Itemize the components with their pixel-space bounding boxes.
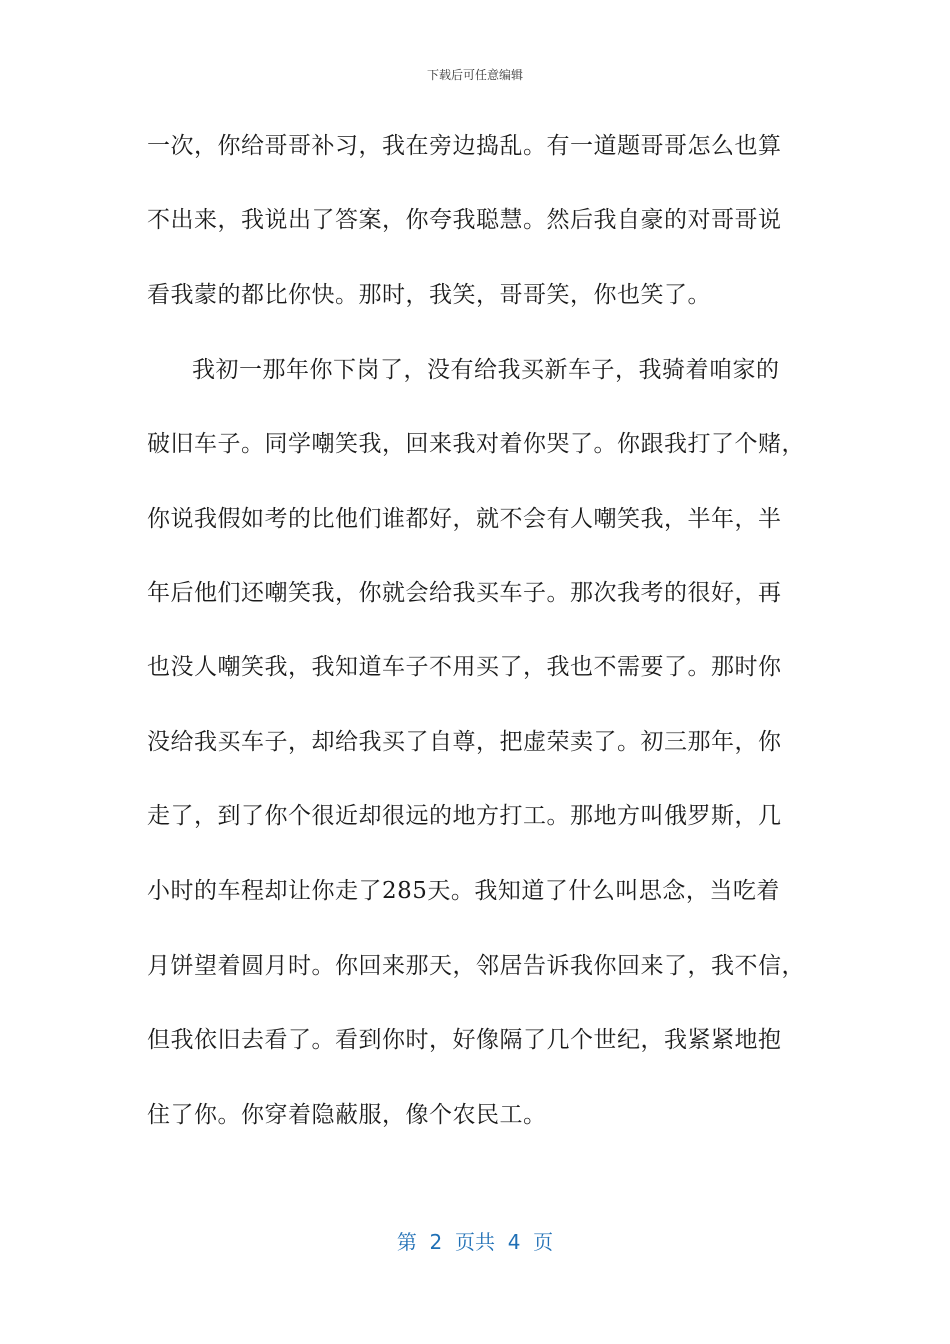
paragraph-start-line: 我初一那年你下岗了，没有给我买新车子，我骑着咱家的 [192, 357, 780, 383]
text-line: 破旧车子。同学嘲笑我，回来我对着你哭了。你跟我打了个赌， [147, 431, 805, 457]
text-line: 你说我假如考的比他们谁都好，就不会有人嘲笑我，半年，半 [147, 506, 782, 532]
text-line: 小时的车程却让你走了285天。我知道了什么叫思念，当吃着 [147, 878, 780, 904]
text-line: 走了，到了你个很近却很远的地方打工。那地方叫俄罗斯，几 [147, 803, 782, 829]
text-line: 一次，你给哥哥补习，我在旁边捣乱。有一道题哥哥怎么也算 [147, 133, 782, 159]
text-line: 看我蒙的都比你快。那时，我笑，哥哥笑，你也笑了。 [147, 282, 711, 308]
page-number: 第 2 页共 4 页 [396, 1230, 554, 1254]
text-line: 但我依旧去看了。看到你时，好像隔了几个世纪，我紧紧地抱 [147, 1027, 782, 1053]
text-line: 年后他们还嘲笑我，你就会给我买车子。那次我考的很好，再 [147, 580, 782, 606]
header-note: 下载后可任意编辑 [426, 68, 523, 82]
text-line: 也没人嘲笑我，我知道车子不用买了，我也不需要了。那时你 [147, 654, 782, 680]
text-line: 月饼望着圆月时。你回来那天，邻居告诉我你回来了，我不信， [147, 953, 805, 979]
text-line: 住了你。你穿着隐蔽服，像个农民工。 [147, 1102, 547, 1128]
text-line: 没给我买车子，却给我买了自尊，把虚荣卖了。初三那年，你 [147, 729, 782, 755]
text-line: 不出来，我说出了答案，你夸我聪慧。然后我自豪的对哥哥说 [147, 207, 782, 233]
